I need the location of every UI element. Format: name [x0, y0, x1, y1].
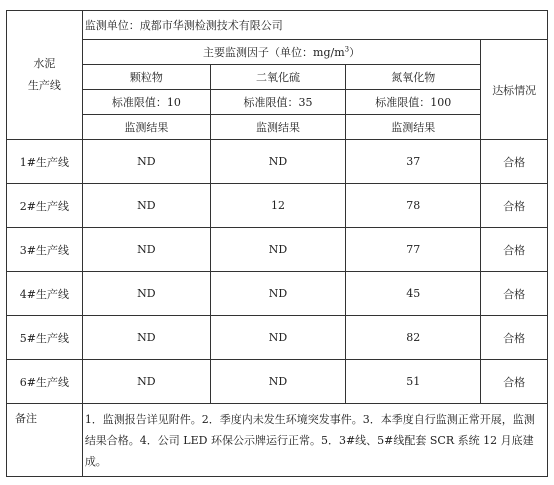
nox-value: 78: [346, 184, 481, 228]
status-value: 合格: [481, 184, 548, 228]
status-value: 合格: [481, 316, 548, 360]
factor-name-so2: 二氧化硫: [210, 65, 345, 90]
so2-value: 12: [210, 184, 345, 228]
table-row: [7, 360, 548, 404]
pm-value: ND: [82, 228, 210, 272]
line-name: 3#生产线: [7, 228, 83, 272]
line-name: 5#生产线: [7, 316, 83, 360]
line-name: 4#生产线: [7, 272, 83, 316]
table-row: [7, 316, 548, 360]
nox-value: 45: [346, 272, 481, 316]
main-factors-close: ）: [349, 46, 361, 59]
line-name: 1#生产线: [7, 140, 83, 184]
status-value: 合格: [481, 360, 548, 404]
status-value: 合格: [481, 140, 548, 184]
line-name: 2#生产线: [7, 184, 83, 228]
pm-value: ND: [82, 140, 210, 184]
status-value: 合格: [481, 272, 548, 316]
table-row: [7, 272, 548, 316]
row-header-text: 水泥 生产线: [27, 57, 61, 92]
row-header-cement-line: [7, 11, 83, 140]
line-name: 6#生产线: [7, 360, 83, 404]
main-factors-label: 主要监测因子（单位：mg/m: [203, 46, 345, 59]
emission-monitoring-table: [6, 10, 548, 477]
result-label-nox: 监测结果: [346, 115, 481, 140]
pm-value: ND: [82, 360, 210, 404]
result-label-pm: 监测结果: [82, 115, 210, 140]
factor-name-pm: 颗粒物: [82, 65, 210, 90]
so2-value: ND: [210, 228, 345, 272]
remark-text: 1．监测报告详见附件。2．季度内未发生环境突发事件。3．本季度自行监测正常开展，监测结果合格。4．公司 LED 环保公示牌运行正常。5．3#线、5#线配套 SCR 系统 12 月底建成。: [82, 404, 547, 477]
unit-superscript: 3: [344, 45, 350, 54]
limit-nox: 标准限值：100: [346, 90, 481, 115]
pm-value: ND: [82, 184, 210, 228]
nox-value: 51: [346, 360, 481, 404]
status-value: 合格: [481, 228, 548, 272]
compliance-header: 达标情况: [481, 40, 548, 140]
so2-value: ND: [210, 360, 345, 404]
so2-value: ND: [210, 140, 345, 184]
remark-label: 备注: [7, 404, 83, 477]
main-factors-header: [82, 40, 481, 65]
nox-value: 37: [346, 140, 481, 184]
pm-value: ND: [82, 272, 210, 316]
limit-pm: 标准限值：10: [82, 90, 210, 115]
so2-value: ND: [210, 272, 345, 316]
table-row: [7, 228, 548, 272]
result-label-so2: 监测结果: [210, 115, 345, 140]
so2-value: ND: [210, 316, 345, 360]
table-row: [7, 140, 548, 184]
nox-value: 77: [346, 228, 481, 272]
table-row: [7, 184, 548, 228]
limit-so2: 标准限值：35: [210, 90, 345, 115]
pm-value: ND: [82, 316, 210, 360]
nox-value: 82: [346, 316, 481, 360]
factor-name-nox: 氮氧化物: [346, 65, 481, 90]
monitoring-unit: 监测单位：成都市华测检测技术有限公司: [82, 11, 547, 40]
